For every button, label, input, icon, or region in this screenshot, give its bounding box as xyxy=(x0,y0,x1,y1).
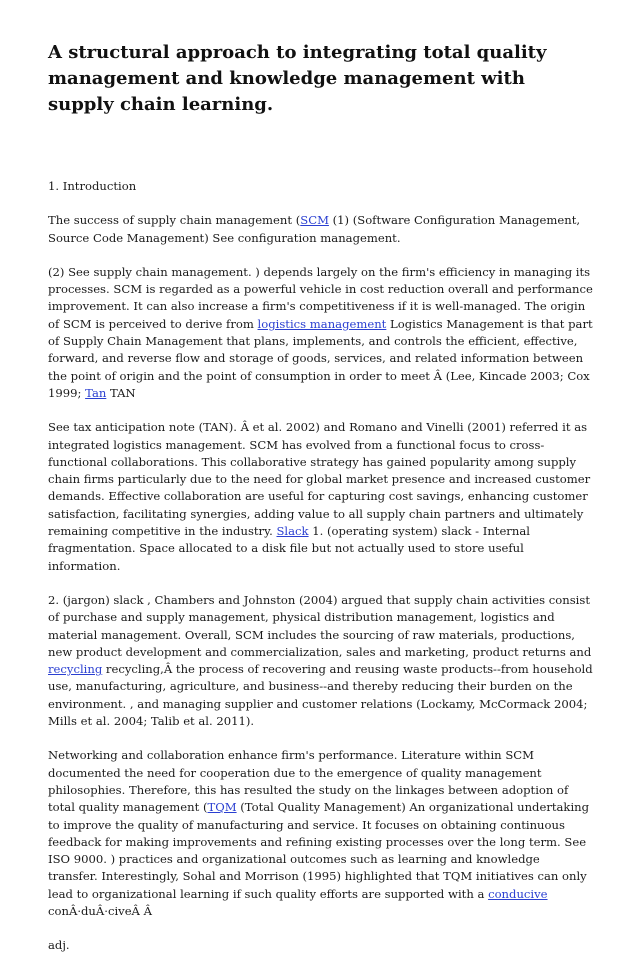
paragraph-5 xyxy=(48,747,593,920)
paragraph-text: Logistics Management is that part of Supply Chain Management that plans, implements, and controls the efficient, effective, forward, and reverse flow and storage of goods, services, and related information between the point of origin and the point of consumption in order to meet Â (Lee, Kincade 2003; Cox 1999; xyxy=(48,316,593,400)
paragraph-3 xyxy=(48,419,593,575)
paragraph-6: adj. xyxy=(48,938,70,953)
link-slack[interactable]: Slack xyxy=(276,524,309,539)
paragraph-text: (1) (Software Configuration Management, Source Code Management) See configuration management. xyxy=(48,213,581,245)
page-title: A structural approach to integrating total quality management and knowledge management with supply chain learning. xyxy=(48,42,547,115)
paragraph-4 xyxy=(48,592,593,730)
link-tan[interactable]: Tan xyxy=(85,385,107,400)
paragraph-text: 2. (jargon) slack , Chambers and Johnston (2004) argued that supply chain activities consist of purchase and supply management, physical distribution management, logistics and material management. Overall, SCM includes the sourcing of raw materials, productions, new product development and commercialization, sales and marketing, product returns and xyxy=(48,592,592,659)
paragraph-text: conÂ·duÂ·civeÂ Â xyxy=(48,903,152,918)
paragraph-text: recycling,Â the process of recovering and reusing waste products--from household use, manufacturing, agriculture, and business--and thereby reducing their burden on the environment. , and managing supplier and customer relations (Lockamy, McCormack 2004; Mills et al. 2004; Talib et al. 2011). xyxy=(48,662,593,729)
paragraph-text: The success of supply chain management ( xyxy=(48,213,301,228)
paragraph-text: TAN xyxy=(106,385,136,400)
paragraph-text: 1. (operating system) slack - Internal fragmentation. Space allocated to a disk file but not actually used to store useful information. xyxy=(48,524,530,573)
paragraph-text: (2) See supply chain management. ) depends largely on the firm's efficiency in managing its processes. SCM is regarded as a powerful vehicle in cost reduction overall and performance improvement. It can also increase a firm's competitiveness if it is well-managed. The origin of SCM is perceived to derive from xyxy=(48,264,593,331)
link-conducive[interactable]: conducive xyxy=(488,886,548,901)
section-heading-introduction: 1. Introduction xyxy=(48,179,137,193)
paragraph-text: Networking and collaboration enhance firm's performance. Literature within SCM documented the need for cooperation due to the emergence of quality management philosophies. Therefore, this has resulted the study on the linkages between adoption of total quality management ( xyxy=(48,748,569,815)
paragraph-2 xyxy=(48,264,593,402)
link-tqm[interactable]: TQM xyxy=(207,800,237,815)
paragraph-text: (Total Quality Management) An organizational undertaking to improve the quality of manufacturing and service. It focuses on obtaining continuous feedback for making improvements and refining existing processes over the long term. See ISO 9000. ) practices and organizational outcomes such as learning and knowledge transfer. Interestingly, Sohal and Morrison (1995) highlighted that TQM initiatives can only lead to organizational learning if such quality efforts are supported with a xyxy=(48,800,590,901)
link-logistics-management[interactable]: logistics management xyxy=(257,316,387,331)
link-recycling[interactable]: recycling xyxy=(48,662,103,677)
document-page xyxy=(48,40,593,972)
link-scm[interactable]: SCM xyxy=(300,213,329,228)
paragraph-text: See tax anticipation note (TAN). Â et al. 2002) and Romano and Vinelli (2001) referred it as integrated logistics management. SCM has evolved from a functional focus to cross-functional collaborations. This collaborative strategy has gained popularity among supply chain firms particularly due to the need for global market presence and increased customer demands. Effective collaboration are useful for capturing cost savings, enhancing customer satisfaction, facilitating synergies, adding value to all supply chain partners and ultimately remaining competitive in the industry. xyxy=(48,420,591,539)
paragraph-1 xyxy=(48,212,593,247)
